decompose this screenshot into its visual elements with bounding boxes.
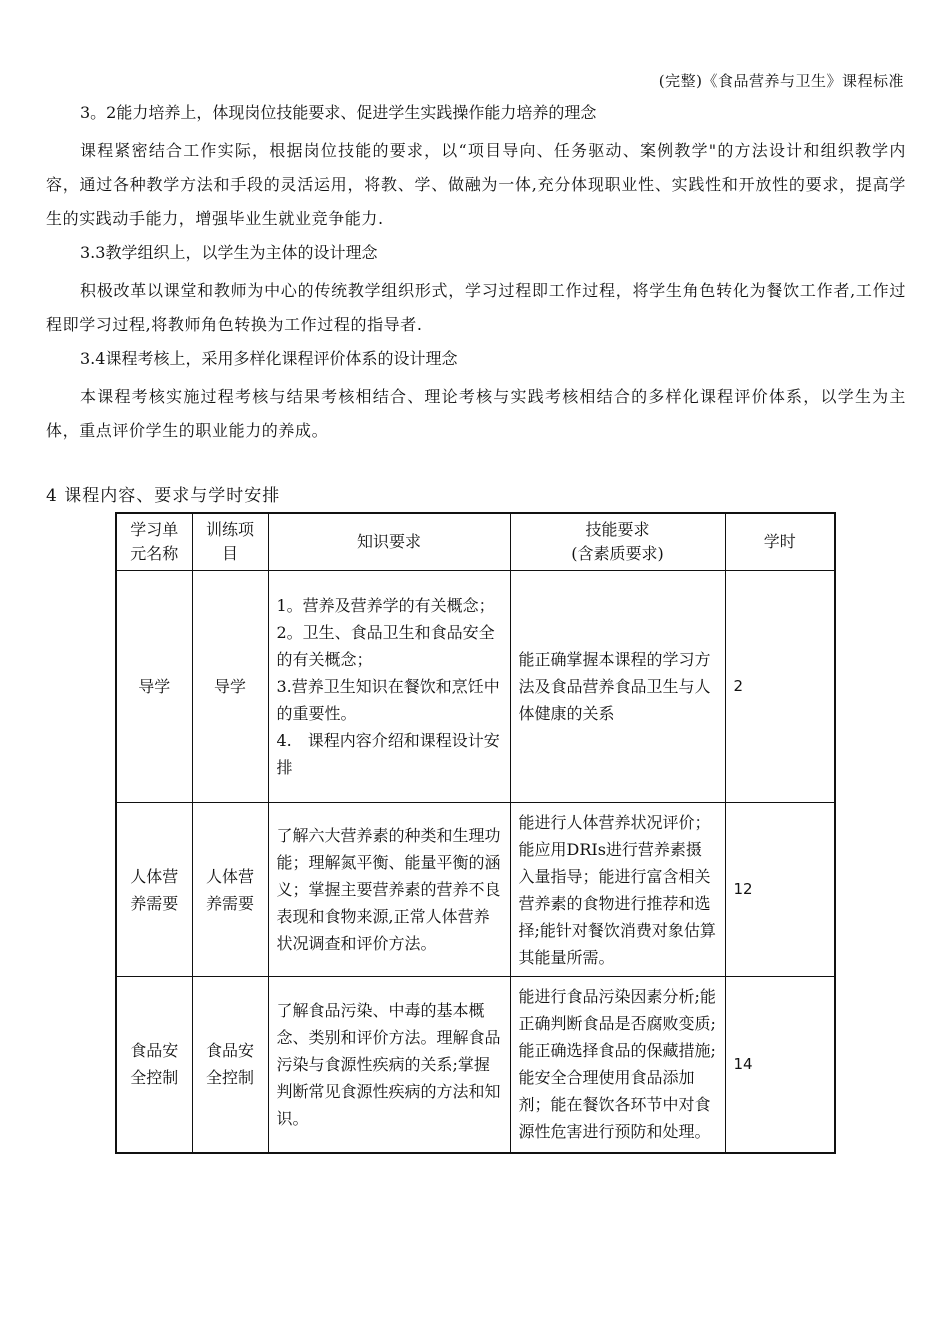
- cell-hours: 14: [725, 977, 835, 1153]
- cell-unit: 导学: [116, 571, 192, 803]
- section-3-3-heading: 3.3教学组织上，以学生为主体的设计理念: [80, 243, 378, 262]
- header-item: 训练项目: [192, 513, 268, 571]
- document-header: (完整)《食品营养与卫生》课程标准: [658, 72, 904, 90]
- cell-hours: 12: [725, 803, 835, 977]
- table-header-row: [116, 513, 835, 571]
- cell-knowledge: [268, 571, 510, 803]
- cell-knowledge: 了解六大营养素的种类和生理功能；理解氮平衡、能量平衡的涵义；掌握主要营养素的营养不良表现和食物来源,正常人体营养状况调查和评价方法。: [268, 803, 510, 977]
- cell-skill: 能进行食品污染因素分析;能正确判断食品是否腐败变质;能正确选择食品的保藏措施;能安全合理使用食品添加剂；能在餐饮各环节中对食源性危害进行预防和处理。: [510, 977, 725, 1153]
- header-hours: 学时: [725, 513, 835, 571]
- cell-item: 导学: [192, 571, 268, 803]
- cell-skill: 能正确掌握本课程的学习方法及食品营养食品卫生与人体健康的关系: [510, 571, 725, 803]
- knowledge-line: 3.营养卫生知识在餐饮和烹饪中的重要性。: [276, 677, 500, 723]
- cell-skill: 能进行人体营养状况评价；能应用DRIs进行营养素摄入量指导；能进行富含相关营养素的食物进行推荐和选择;能针对餐饮消费对象估算其能量所需。: [510, 803, 725, 977]
- table-row: [116, 803, 835, 977]
- cell-unit: 人体营养需要: [116, 803, 192, 977]
- cell-knowledge: 了解食品污染、中毒的基本概念、类别和评价方法。理解食品污染与食源性疾病的关系;掌握判断常见食源性疾病的方法和知识。: [268, 977, 510, 1153]
- knowledge-line: 2。卫生、食品卫生和食品安全的有关概念；: [276, 623, 495, 669]
- section-3-2-text: 课程紧密结合工作实际，根据岗位技能的要求，以“项目导向、任务驱动、案例教学"的方法设计和组织教学内容，通过各种教学方法和手段的灵活运用，将教、学、做融为一体,充分体现职业性、实践性和开放性的要求，提高学生的实践动手能力，增强毕业生就业竞争能力.: [46, 141, 906, 228]
- cell-unit: 食品安全控制: [116, 977, 192, 1153]
- header-skill-line2: (含素质要求): [571, 544, 664, 563]
- knowledge-line: 4. 课程内容介绍和课程设计安排: [276, 731, 500, 777]
- header-skill: [510, 513, 725, 571]
- section-3-2-heading: 3。2能力培养上，体现岗位技能要求、促进学生实践操作能力培养的理念: [80, 103, 597, 122]
- header-unit: 学习单元名称: [116, 513, 192, 571]
- header-skill-line1: 技能要求: [585, 520, 650, 539]
- cell-hours: 2: [725, 571, 835, 803]
- header-knowledge: 知识要求: [268, 513, 510, 571]
- section-3-4-heading: 3.4课程考核上，采用多样化课程评价体系的设计理念: [80, 349, 458, 368]
- cell-item: 食品安全控制: [192, 977, 268, 1153]
- knowledge-line: 1。营养及营养学的有关概念；: [276, 596, 495, 615]
- section-3-3-text: 积极改革以课堂和教师为中心的传统教学组织形式，学习过程即工作过程，将学生角色转化为餐饮工作者,工作过程即学习过程,将教师角色转换为工作过程的指导者.: [46, 281, 906, 334]
- section-3-4-text: 本课程考核实施过程考核与结果考核相结合、理论考核与实践考核相结合的多样化课程评价体系，以学生为主体，重点评价学生的职业能力的养成。: [46, 387, 906, 440]
- course-content-table: [115, 512, 836, 1154]
- table-row: [116, 571, 835, 803]
- table-row: [116, 977, 835, 1153]
- section-4-title: 4 课程内容、要求与学时安排: [46, 486, 281, 506]
- body-text: [46, 98, 906, 450]
- cell-item: 人体营养需要: [192, 803, 268, 977]
